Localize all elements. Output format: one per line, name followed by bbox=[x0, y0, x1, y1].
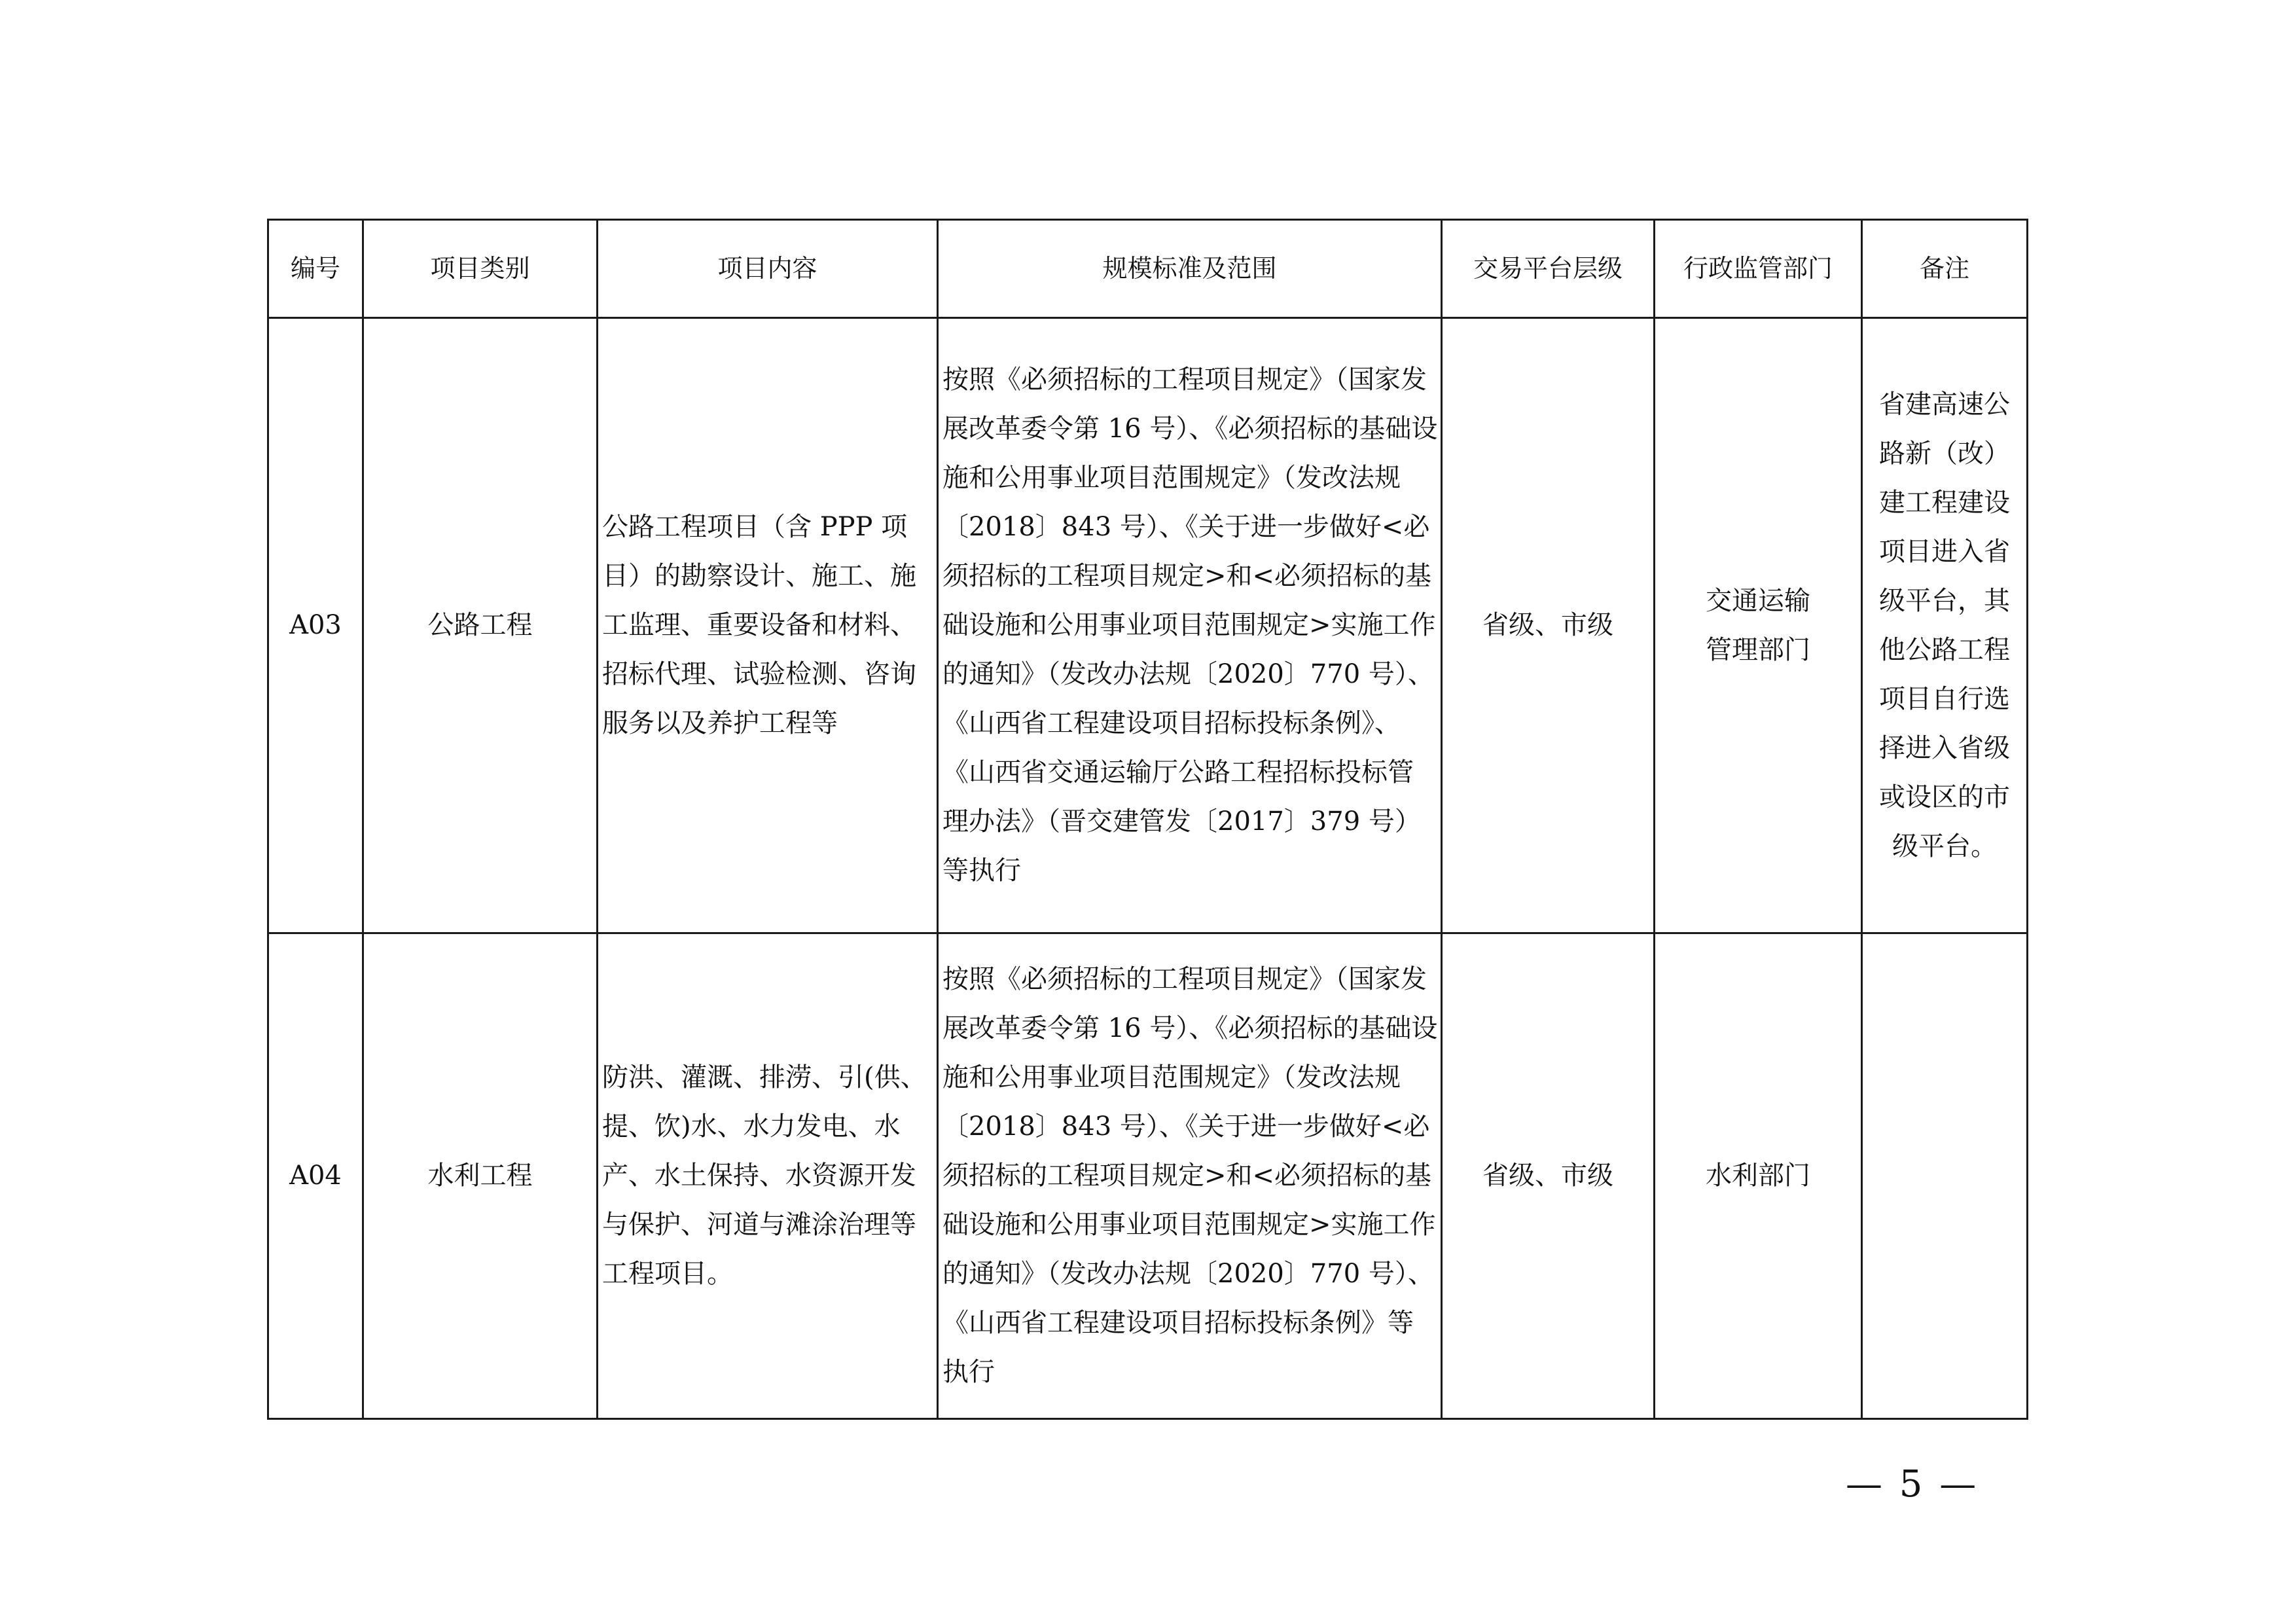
header-content: 项目内容 bbox=[598, 220, 938, 318]
header-category: 项目类别 bbox=[363, 220, 598, 318]
cell-code: A04 bbox=[268, 933, 363, 1419]
header-scope: 规模标准及范围 bbox=[938, 220, 1442, 318]
cell-platform: 省级、市级 bbox=[1442, 318, 1655, 933]
cell-remark bbox=[1862, 933, 2028, 1419]
cell-code: A03 bbox=[268, 318, 363, 933]
cell-scope: 按照《必须招标的工程项目规定》（国家发展改革委令第 16 号）、《必须招标的基础设施和公用事业项目范围规定》（发改法规〔2018〕843 号）、《关于进一步做好<必须招标的工程项目规定>和<必须招标的基础设施和公用事业项目范围规定>实施工作的通知》（发改办法规〔2020〕770 号）、《山西省工程建设项目招标投标条例》等执行 bbox=[938, 933, 1442, 1419]
cell-category: 水利工程 bbox=[363, 933, 598, 1419]
cell-content: 防洪、灌溉、排涝、引(供、提、饮)水、水力发电、水产、水土保持、水资源开发与保护、河道与滩涂治理等工程项目。 bbox=[598, 933, 938, 1419]
cell-department: 水利部门 bbox=[1655, 933, 1862, 1419]
table-row bbox=[268, 318, 2028, 933]
table-row bbox=[268, 933, 2028, 1419]
cell-scope: 按照《必须招标的工程项目规定》（国家发展改革委令第 16 号）、《必须招标的基础设施和公用事业项目范围规定》（发改法规〔2018〕843 号）、《关于进一步做好<必须招标的工程项目规定>和<必须招标的基础设施和公用事业项目范围规定>实施工作的通知》（发改办法规〔2020〕770 号）、《山西省工程建设项目招标投标条例》、《山西省交通运输厅公路工程招标投标管理办法》（晋交建管发〔2017〕379 号）等执行 bbox=[938, 318, 1442, 933]
header-remark: 备注 bbox=[1862, 220, 2028, 318]
cell-category: 公路工程 bbox=[363, 318, 598, 933]
cell-department: 交通运输管理部门 bbox=[1655, 318, 1862, 933]
cell-remark: 省建高速公路新（改）建工程建设项目进入省级平台，其他公路工程项目自行选择进入省级或设区的市级平台。 bbox=[1862, 318, 2028, 933]
regulation-table bbox=[267, 219, 2028, 1420]
cell-content: 公路工程项目（含 PPP 项目）的勘察设计、施工、施工监理、重要设备和材料、招标代理、试验检测、咨询服务以及养护工程等 bbox=[598, 318, 938, 933]
page-number: — 5 — bbox=[1846, 1463, 1979, 1506]
header-department: 行政监管部门 bbox=[1655, 220, 1862, 318]
table-header-row bbox=[268, 220, 2028, 318]
header-platform: 交易平台层级 bbox=[1442, 220, 1655, 318]
cell-platform: 省级、市级 bbox=[1442, 933, 1655, 1419]
header-code: 编号 bbox=[268, 220, 363, 318]
